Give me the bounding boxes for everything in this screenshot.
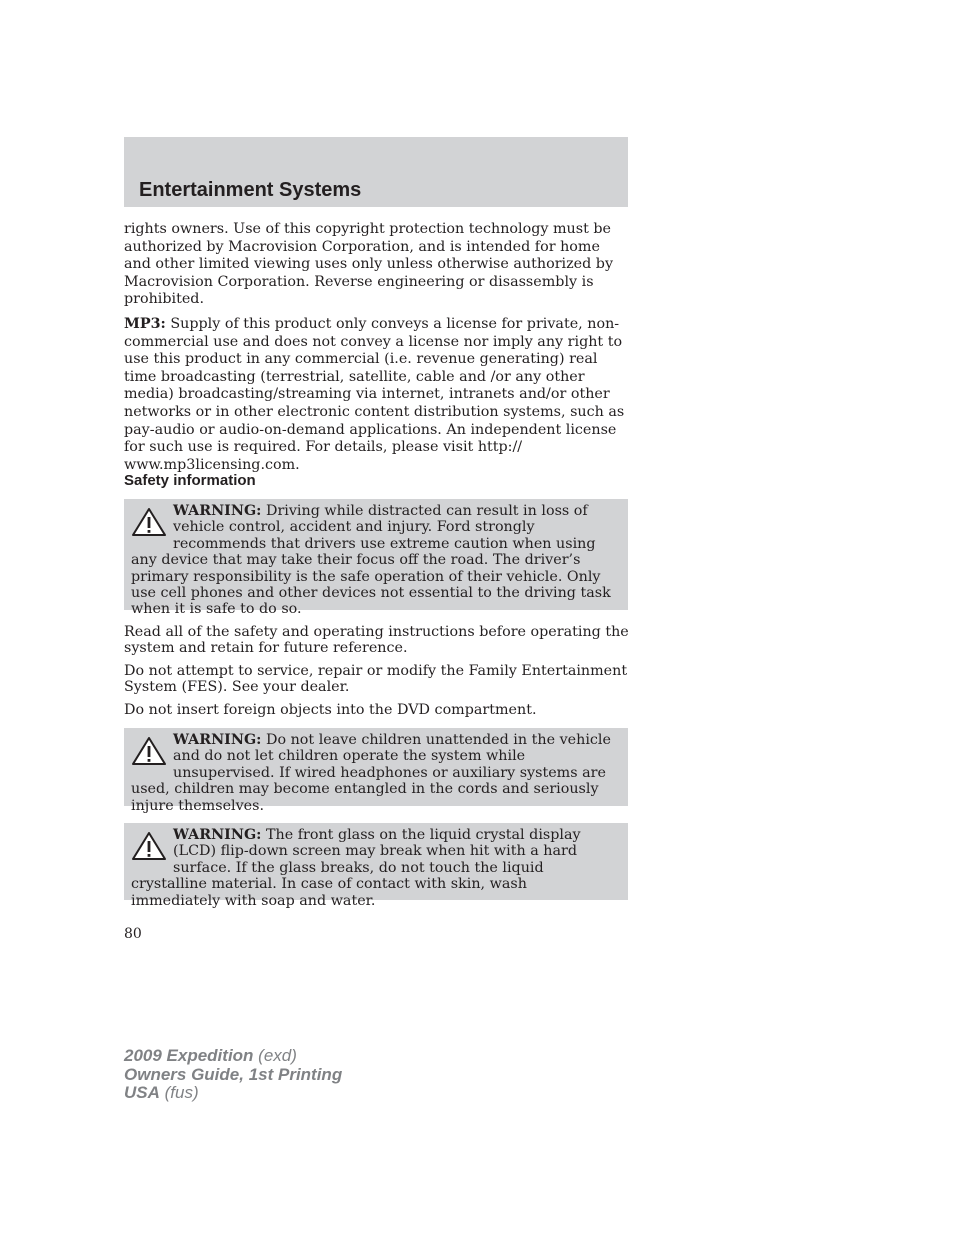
safety-heading: Safety information bbox=[124, 472, 256, 489]
mp3-paragraph bbox=[124, 316, 630, 474]
warning-triangle-icon bbox=[131, 507, 167, 537]
warning-label: WARNING: bbox=[173, 503, 262, 519]
section-header-band bbox=[124, 137, 628, 207]
warning-text: Driving while distracted can result in loss of vehicle control, accident and injury. Ford strongly recommends that drivers use extreme caution when using any device that may take their focus off the road. The driver’s primary responsibility is the safe operation of their vehicle. Only use cell phones and other devices not essential to the driving task when it is safe to do so. bbox=[131, 503, 611, 618]
page-title: Entertainment Systems bbox=[139, 179, 362, 201]
footer-region-code: (fus) bbox=[159, 1083, 199, 1102]
footer-edition: Owners Guide, 1st Printing bbox=[124, 1064, 343, 1084]
footer-print-info bbox=[124, 1047, 342, 1103]
footer-model-code: (exd) bbox=[253, 1046, 297, 1065]
warning-label: WARNING: bbox=[173, 732, 262, 748]
warning-box-children bbox=[124, 728, 628, 814]
copyright-paragraph: rights owners. Use of this copyright protection technology must be authorized by Macrovision Corporation, and is intended for home and other limited viewing uses only unless otherwise authorized by Macrovision Corporation. Reverse engineering or disassembly is prohibited. bbox=[124, 221, 614, 308]
warning-triangle-icon bbox=[131, 831, 167, 861]
do-not-service-paragraph: Do not attempt to service, repair or modify the Family Entertainment System (FES). See your dealer. bbox=[124, 663, 628, 696]
footer-region: USA bbox=[124, 1083, 160, 1102]
warning-box-lcd-glass bbox=[124, 823, 628, 909]
warning-triangle-icon bbox=[131, 736, 167, 766]
mp3-text: Supply of this product only conveys a license for private, non-commercial use and does not convey a license nor imply any right to use this product in any commercial (i.e. revenue generating) real time broadcasting (terrestrial, satellite, cable and /or any other media) broadcasting/streaming via internet, intranets and/or other networks or in other electronic content distribution systems, such as pay-audio or audio-on-demand applications. An independent license for such use is required. For details, please visit http:// www.mp3licensing.com. bbox=[124, 316, 625, 473]
footer-model: 2009 Expedition bbox=[124, 1046, 254, 1065]
mp3-label: MP3: bbox=[124, 316, 166, 332]
warning-text: Do not leave children unattended in the vehicle and do not let children operate the system while unsupervised. If wired headphones or auxiliary systems are used, children may become entangled in the cords and seriously injure themselves. bbox=[131, 732, 611, 814]
read-all-paragraph: Read all of the safety and operating instructions before operating the system and retain for future reference. bbox=[124, 624, 629, 657]
warning-text: The front glass on the liquid crystal display (LCD) flip-down screen may break when hit with a hard surface. If the glass breaks, do not touch the liquid crystalline material. In case of contact with skin, wash immediately with soap and water. bbox=[131, 827, 581, 909]
warning-label: WARNING: bbox=[173, 827, 262, 843]
warning-box-distraction bbox=[124, 499, 628, 618]
page-number: 80 bbox=[124, 926, 142, 942]
do-not-insert-paragraph: Do not insert foreign objects into the DVD compartment. bbox=[124, 702, 537, 718]
